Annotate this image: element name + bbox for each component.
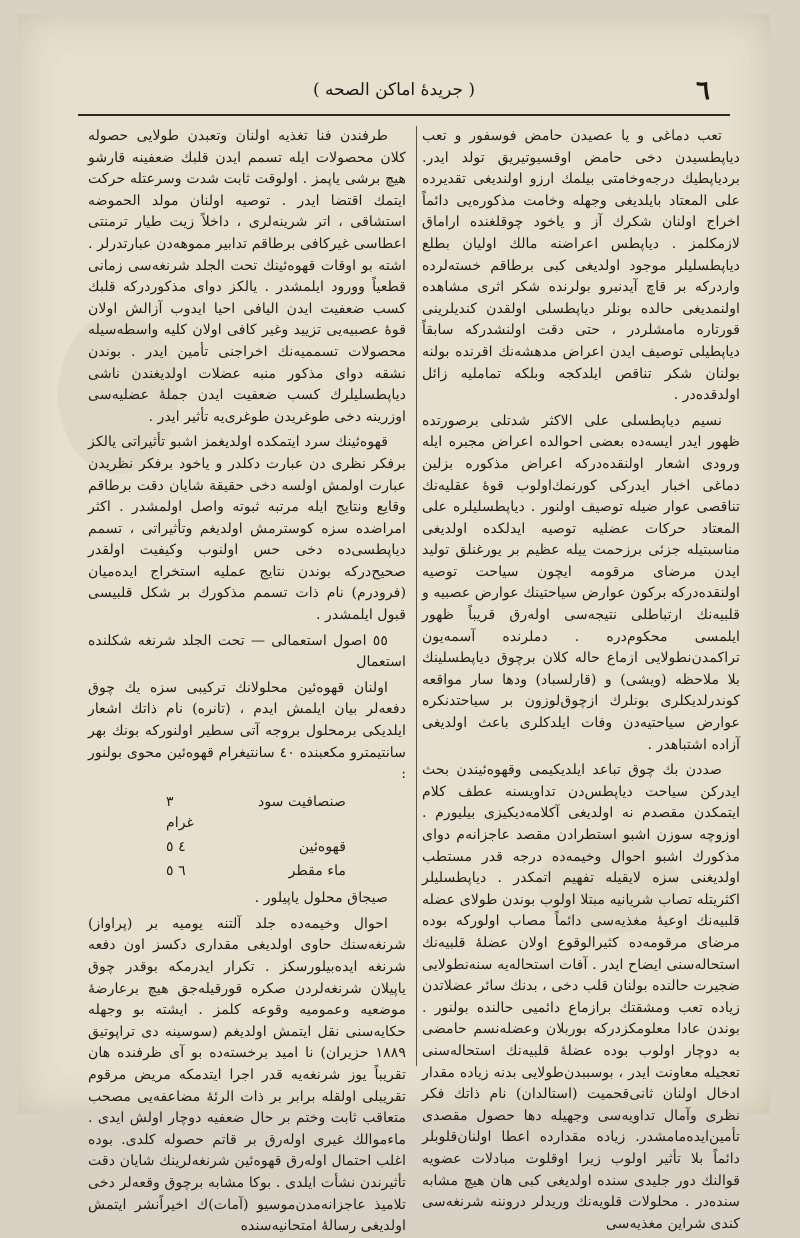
right-column (422, 126, 740, 1232)
left-paragraph-1: طرفندن فنا تغذیه اولنان وتعبدن طولایی حصوله كلان محصولات ایله تسمم ایدن قلبك ضعفینه قارشو هیچ برشی یاپمز . اولوقت ثابت شدت وسرعتله حركت ایتمك اقتضا ایدر . توصیه اولنان مولد الحموضه استشاقی ، اتر شرینه‌لری ، داخلاً زیت طیار ترمنتی اعطاسی غیركافی برطاقم تدابیر مموهه‌دن عبارتدرلر . اشته بو اوقات قهوه‌ئینك تحت الجلد شرنغه‌سی زمانی قطعیاً وورود ایلمشدر . یالكز دوای مذكوردركه قلبك كسب ضعفیت ایدن الیافی احیا ایدوب آزالش اولان قوهٔ عصبیه‌یی تزیید وغیر كافی اولان كلیه واسطه‌سیله محصولات تسممیه‌نك اخراجنی تأمین ایدر . بوندن نشقه دوای مذكور منبه عضلات اولدیغندن ناشی دیاپطسلیلرك كسب ضعفیت ایدن جملهٔ عضلیه‌سی اوزرینه دخی طوغریدن طوغری‌یه تأثیر ایدر . (88, 128, 406, 425)
left-paragraph-2: قهوه‌ئینك سرد ایتمكده اولدیغمز اشبو تأثیراتی یالكز برفكر نظری دن عبارت دكلدر و یاخود برفكر نظریدن عبارت اولمش اولسه دخی حقیقة شایان دقت برطاقم وقایع ونتایج ایله مرتبه ثبوته واصل اولمشدر . اكثر امراضده سزه كوسترمش اولدیغم وتأثیراتی ، تسمم دیاپطسی‌ده دخی حس اولنوب وكیفیت اولقدر صحیح‌درکه بوندن نتایج عملیه استخراج ایده‌میان (فرودرم) نام ذات تسمم مذكورك بر شكل قلبیسی قبول ایلمشدر . (88, 434, 406, 624)
left-paragraph-3: اولنان قهوه‌ئین محلولانك تركیبی سزه یك چوق دفعه‌لر بیان ایلمش ایدم ، (تانره) نام ذاتك اشعار ایلدیكی برمحلول بروجه آتی سطیر اولنوركه بونك بهر سانتیمترو مكعبنده ٤٠ سانتیغرام قهوه‌ئین محوی بولنور : (88, 679, 406, 783)
left-paragraph-4: احوال وخیمه‌ده جلد آلتنه یومیه بر (پراواز) شرنغه‌سنك حاوی اولدیغی مقداری دكسز اون دفعه شرنغه ایده‌بیلورسكز . تكرار ایدرمكه بوقدر چوق یاپیلان شرنغه‌لردن صكره قورقیله‌جق هیچ برعارضهٔ موضعیه وعمومیه وقوعه كلمز . ایشته بو وجهله حكایه‌سنی نقل ایتمش اولدیغم (سوسینه دی تراپوتیق ۱۸۸۹ حزیران) نا امید برخسته‌ده بو آی ظرفنده هان تقریباً یوز شرنغه‌یه قدر اجرا ایتدمكه مریض مرقوم تقریبلی اولقله برابر بر ذات الرئهٔ مضاعفه‌یی مصحب متعاقب ثابت وختم بر حال ضعفیه دوچار اولش ایدی . ماءموالك غیری اوله‌رق بر قاتم حصوله كلدی. بوده اغلب احتمال اوله‌رق قهوه‌ئین شرنغه‌لرینك شایان دقت تأثیرندن نشأت ایلدی . بوكا مشابه برچوق وقعه‌لر دخی تلامیذ عاجزانه‌مدن‌موسیو (آمات)ك اخیراً‌نشر ایتمش اولدیغی رساله‌ٔ امتحانیه‌سنده (88, 915, 406, 1235)
recipe-ingredient: صنصافیت سود (258, 793, 346, 810)
right-paragraph-2: نسیم دیاپطسلی علی الاكثر شدتلی برصورتده ظهور ایدر ایسه‌ده بعضی احوالده اعراض مجبره ایله ورودی اشعار اولنقده‌دركه اعراض مذكوره بزلین دماغی اخبار ایدركی كورنمك‌اولوب قوهٔ عقلیه‌نك تناقصی عوار ضیله توصیف اولنور . دیاپطسلیلره علی المعتاد حركات عضلیه توصیه ایدلكده اولدیغی مناسبتیله جزئی برزحمت ییله عظیم بر یورغنلق تولید ایدن مرضای مرقومه ایچون سیاحت توصیه اولنقده‌دركه بركون عوارض سیاحتینك عوارض عصبیه و قلبیه‌نك ارتباطلی نتیجه‌سی اوله‌رق قریباً ظهور ایلمسی محكوم‌دره . دملرنده آسمه‌یون تراكمدن‌نطولایی ازماع حاله كلان برچوق دیاپطسلینك بلا ملاحظه (ویشی) و (قارلسباد) ودها سار مواقعه كوندرلدیكلری بونلرك ازچوق‌لوزون بر سیاحتدنكره عوارض سیاحتیه‌دن وفات ایلدكلری باعث اولدیغی آزاده اشتباهدر . (422, 412, 740, 753)
section-heading: ٥٥ اصول استعمالی — تحت الجلد شرنغه شكلنده استعمال (88, 632, 406, 671)
recipe-ingredient: ماء مقطر (288, 862, 346, 879)
recipe-amount: ٦ ٥ (166, 862, 186, 879)
recipe-note: صیجاق محلول یاپیلور . (254, 890, 388, 907)
recipe-amount: ٣ غرام (166, 793, 194, 832)
recipe-row (88, 837, 406, 859)
running-title: ( جریدهٔ اماکن الصحه ) (312, 80, 476, 100)
recipe-table (88, 792, 406, 882)
recipe-row (88, 861, 406, 883)
header-rule (78, 114, 730, 116)
right-paragraph-3: صددن بك چوق تباعد ایلدیكیمی وقهوه‌ئیندن بحث ایدركن سیاحت دیاپطس‌دن تداویسنه عطف كلام ایتمكدن مقصدم نه اولدیغی آكلامه‌دیكیزی بیلیورم . اوزوچه سوزن اشبو استطرادن مقصد عاجزانه‌م دوای مذكورك اشبو احوال وخیمه‌ده درجه قدر مستطب اولدیغنی سزه لایقیله تفهیم اتمكدر . دیاپطسلیلر اكثریتله تصاب شریانیه مبتلا اولوب بوندن طولای عضله قلبیه‌نك اوعیهٔ مغذیه‌سی دائماً مصاب اولوركه بوده مرضای مرقومه‌ده كثیرالوقوع اولان عضلهٔ قلبیه‌نك استحاله‌سنی ایضاح ایدر . آفات استحاله‌یه سنه‌نطولایی ضجیرت حالنده بولنان قلب دخی ، بدنك سائر عضلاتدن زیاده تعب ومشقتك برازماع دائمیی حالنده بولنور . بوندن عادا معلومكزدركه بوربلان وعضله‌نسم حامضی به دوچار اولوب بوده عضلهٔ قلبیه‌نك استحاله‌سنی تعجیله معاونت ایدر ، بوسببدن‌طولایی بدنه زیاده مقدار ادخال اولنان ثانی‌قحمیت (استالدان) نام ذاتك فكر نظری وآمال تداویه‌سی وجهیله دها حصول مقصدی تأمین‌ایده‌مامشدر. زیاده مقدارده اعطا اولنان‌قلوبلر دائماً بلا تأثیر اولوب زیرا اوقلوت مبادلات عضویه قوالنك دور جلیدی سنده اولدیغی كبی هان هیچ مشابه سنده‌در . محلولات قلویه‌نك وریدلر دروننه شرنغه‌سی كندی شراین مغذیه‌سی (422, 762, 740, 1232)
recipe-ingredient: قهوه‌ئین (298, 839, 346, 855)
column-divider (416, 126, 417, 1066)
page-header (18, 70, 770, 110)
recipe-row (88, 792, 406, 835)
page-number: ٦ (696, 76, 710, 106)
right-paragraph-1: تعب دماغی و یا عصیدن حامض فوسفور و تعب دیاپطسیدن دخی حامض اوقسیوتیریق تولد ایدر. بردیاپطیك درجه‌وخامتی بیلمك ارزو اولندیغی تقدیرده علی المعتاد بایلدیغی وجهله وخامت مذكوره‌یی دائماً اخراج اولنان شكرك آز و یاخود چوقلغنده اراماق لازمكلمز . دیاپطس اعراضنه مالك اولیان بطلع دیاپطسلیلر موجود اولدیغی كبی برطاقم خسته‌لرده واردركه بر قاچ آیدنبرو بولرنده شكر اثری مشاهده اولنمدیغی حالده بونلر دیاپطسلی اولقدن كندیلرینی قورتاره مامشلردر ، حتی دقت اولنشدركه سابقاً دیاپطیلی توصیف ایدن اعراض مدهشه‌نك اقرنده بولنه بولنان شكر تناقص ایلدكجه وبلكه تماملیه زائل اولدقده‌در . (422, 128, 740, 404)
newspaper-page (18, 14, 770, 1235)
recipe-amount: ٤ ٥ (166, 839, 186, 855)
left-column (88, 126, 406, 1235)
